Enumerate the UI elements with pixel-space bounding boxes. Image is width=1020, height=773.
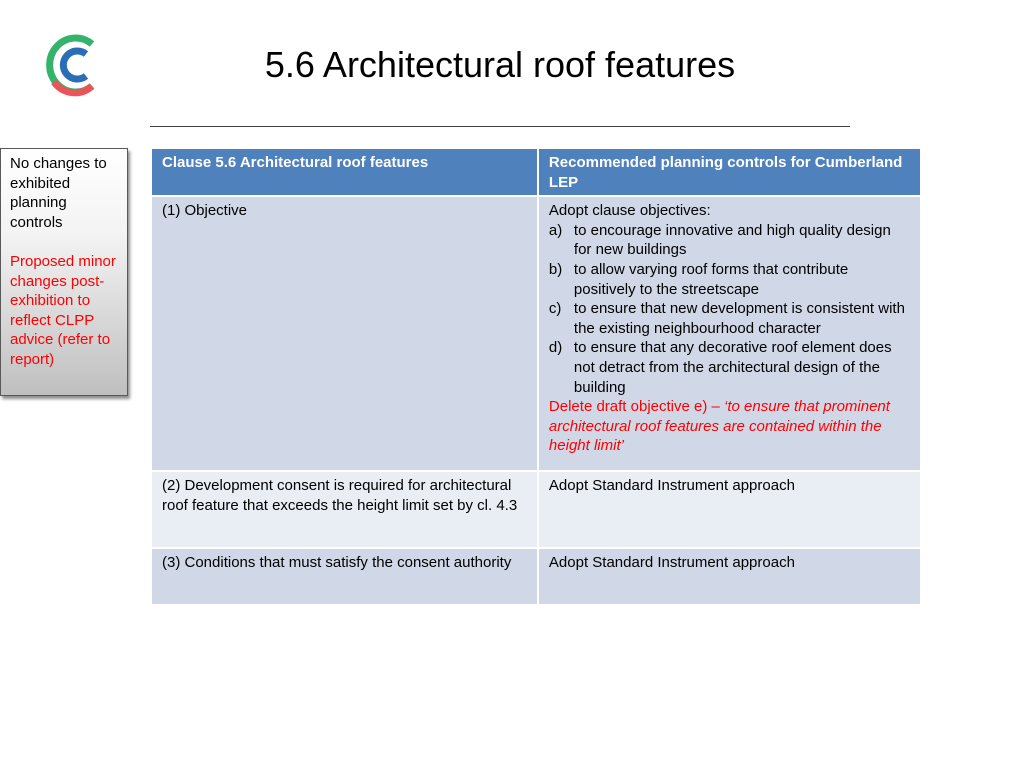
objectives-intro: Adopt clause objectives: xyxy=(548,202,711,220)
clause-cell: (3) Conditions that must satisfy the consent authority xyxy=(151,548,538,605)
change-status-note xyxy=(0,148,128,396)
table-row xyxy=(151,471,921,548)
list-item xyxy=(549,338,910,397)
deletion-quote: ‘to ensure that prominent architectural roof features are contained within the height limit’ xyxy=(548,398,890,455)
table-header-row xyxy=(151,148,921,196)
table-row xyxy=(151,196,921,471)
logo-outer-arc-red xyxy=(54,82,92,93)
header-recommendation: Recommended planning controls for Cumberland LEP xyxy=(538,148,921,196)
slide-title: 5.6 Architectural roof features xyxy=(264,44,736,85)
item-text: to ensure that any decorative roof element does not detract from the architectural design of the building xyxy=(573,339,892,396)
title-divider xyxy=(150,126,850,127)
recommendation-cell: Adopt Standard Instrument approach xyxy=(538,548,921,605)
item-letter: a) xyxy=(548,221,563,239)
proposed-changes-note: Proposed minor changes post-exhibition to reflect CLPP advice (refer to report) xyxy=(10,252,116,368)
item-letter: d) xyxy=(548,339,563,357)
clause-cell: (1) Objective xyxy=(151,196,538,471)
no-changes-note: No changes to exhibited planning controls xyxy=(10,155,107,231)
list-item xyxy=(549,221,910,260)
header-clause: Clause 5.6 Architectural roof features xyxy=(151,148,538,196)
deleted-objective-note xyxy=(549,397,910,456)
clause-cell: (2) Development consent is required for architectural roof feature that exceeds the height limit set by cl. 4.3 xyxy=(151,471,538,548)
item-letter: c) xyxy=(548,300,562,318)
list-item xyxy=(549,260,910,299)
recommendation-cell: Adopt Standard Instrument approach xyxy=(538,471,921,548)
planning-controls-table xyxy=(150,147,922,606)
item-text: to ensure that new development is consistent with the existing neighbourhood character xyxy=(573,300,905,337)
list-item xyxy=(549,299,910,338)
objectives-list xyxy=(549,221,910,397)
logo-inner-arc xyxy=(63,51,86,79)
item-text: to encourage innovative and high quality design for new buildings xyxy=(573,221,891,259)
item-letter: b) xyxy=(548,260,563,278)
table-row xyxy=(151,548,921,605)
deletion-lead: Delete draft objective e) – xyxy=(548,398,725,416)
recommendation-cell xyxy=(538,196,921,471)
item-text: to allow varying roof forms that contribute positively to the streetscape xyxy=(573,260,849,298)
council-logo xyxy=(44,32,104,98)
